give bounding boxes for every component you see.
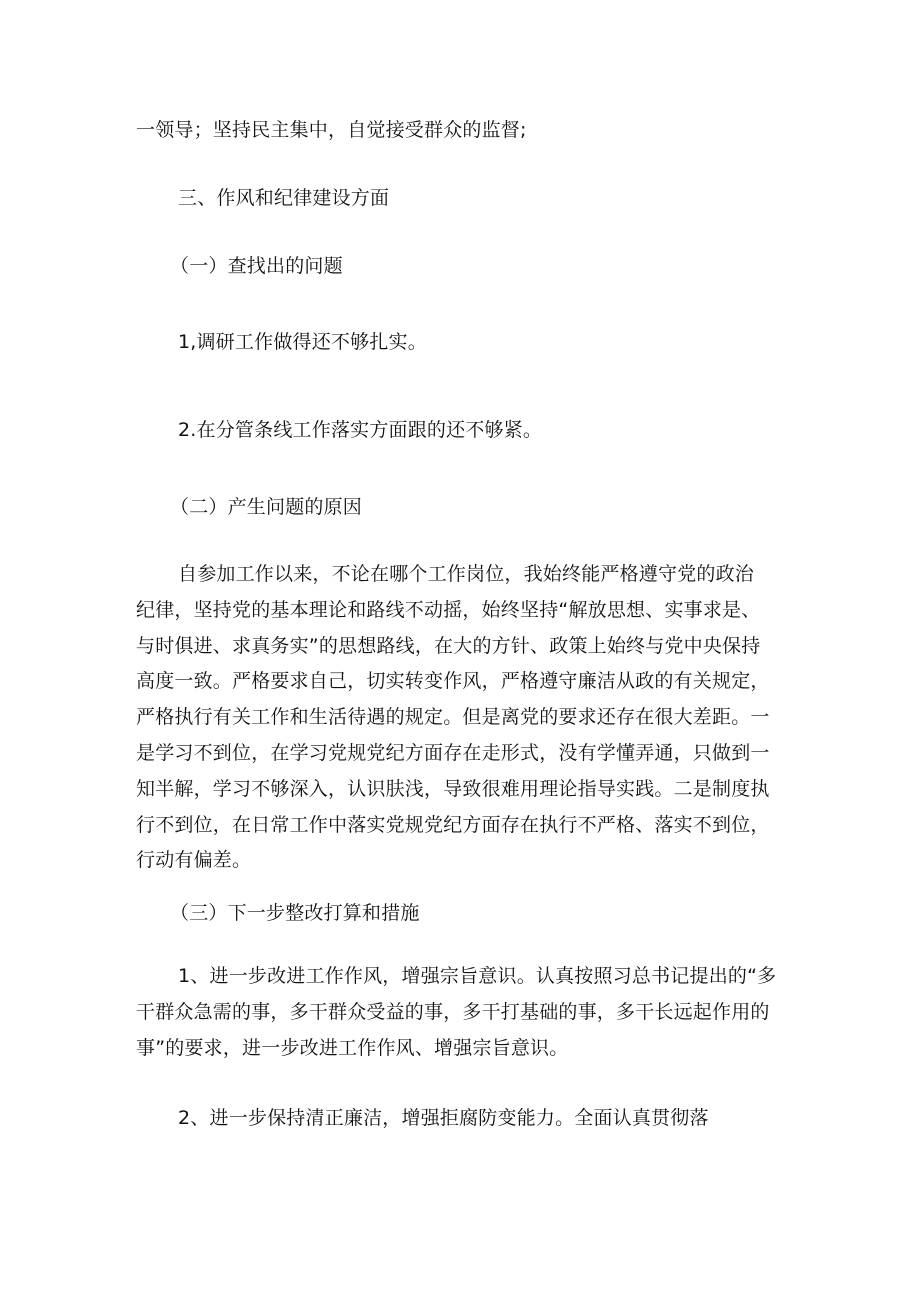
paragraph-line: 高度一致。严格要求自己，切实转变作风，严格遵守廉洁从政的有关规定， [136,670,770,693]
paragraph-line: 1、进一步改进工作作风，增强宗旨意识。认真按照习总书记提出的“多 [178,965,777,987]
paragraph-line: 严格执行有关工作和生活待遇的规定。但是离党的要求还存在很大差距。一 [136,706,770,729]
measure-1-paragraph [136,959,796,1066]
paragraph-line: 知半解，学习不够深入，认识肤浅，导致很难用理论指导实践。二是制度执 [136,777,770,800]
paragraph-line: 纪律，坚持党的基本理论和路线不动摇，始终坚持“解放思想、实事求是、 [136,598,761,621]
paragraph-line: 行动有偏差。 [136,849,252,872]
paragraph-line: 与时俱进、求真务实”的思想路线，在大的方针、政策上始终与党中央保持 [136,634,761,657]
paragraph-line: 自参加工作以来，不论在哪个工作岗位，我始终能严格遵守党的政治 [178,563,755,585]
measure-2-line: 2、进一步保持清正廉洁，增强拒腐防变能力。全面认真贯彻落 [178,1107,709,1129]
paragraph-line: 事”的要求，进一步改进工作作风、增强宗旨意识。 [136,1036,569,1059]
problem-item-1: 1,调研工作做得还不够扎实。 [178,331,427,353]
paragraph-line: 行不到位，在日常工作中落实党规党纪方面存在执行不严格、落实不到位， [136,813,770,836]
paragraph-line: 是学习不到位，在学习党规党纪方面存在走形式，没有学懂弄通，只做到一 [136,741,770,764]
subsection-heading-measures: （三）下一步整改打算和措施 [170,902,420,924]
section-heading: 三、作风和纪律建设方面 [178,187,390,209]
continuation-line: 一领导；坚持民主集中，自觉接受群众的监督; [136,119,527,141]
causes-paragraph [136,557,796,879]
subsection-heading-causes: （二）产生问题的原因 [170,496,363,518]
problem-item-2: 2.在分管条线工作落实方面跟的还不够紧。 [178,419,543,441]
subsection-heading-problems: （一）查找出的问题 [170,255,343,277]
paragraph-line: 干群众急需的事，多干群众受益的事，多干打基础的事，多干长远起作用的 [136,1000,770,1023]
